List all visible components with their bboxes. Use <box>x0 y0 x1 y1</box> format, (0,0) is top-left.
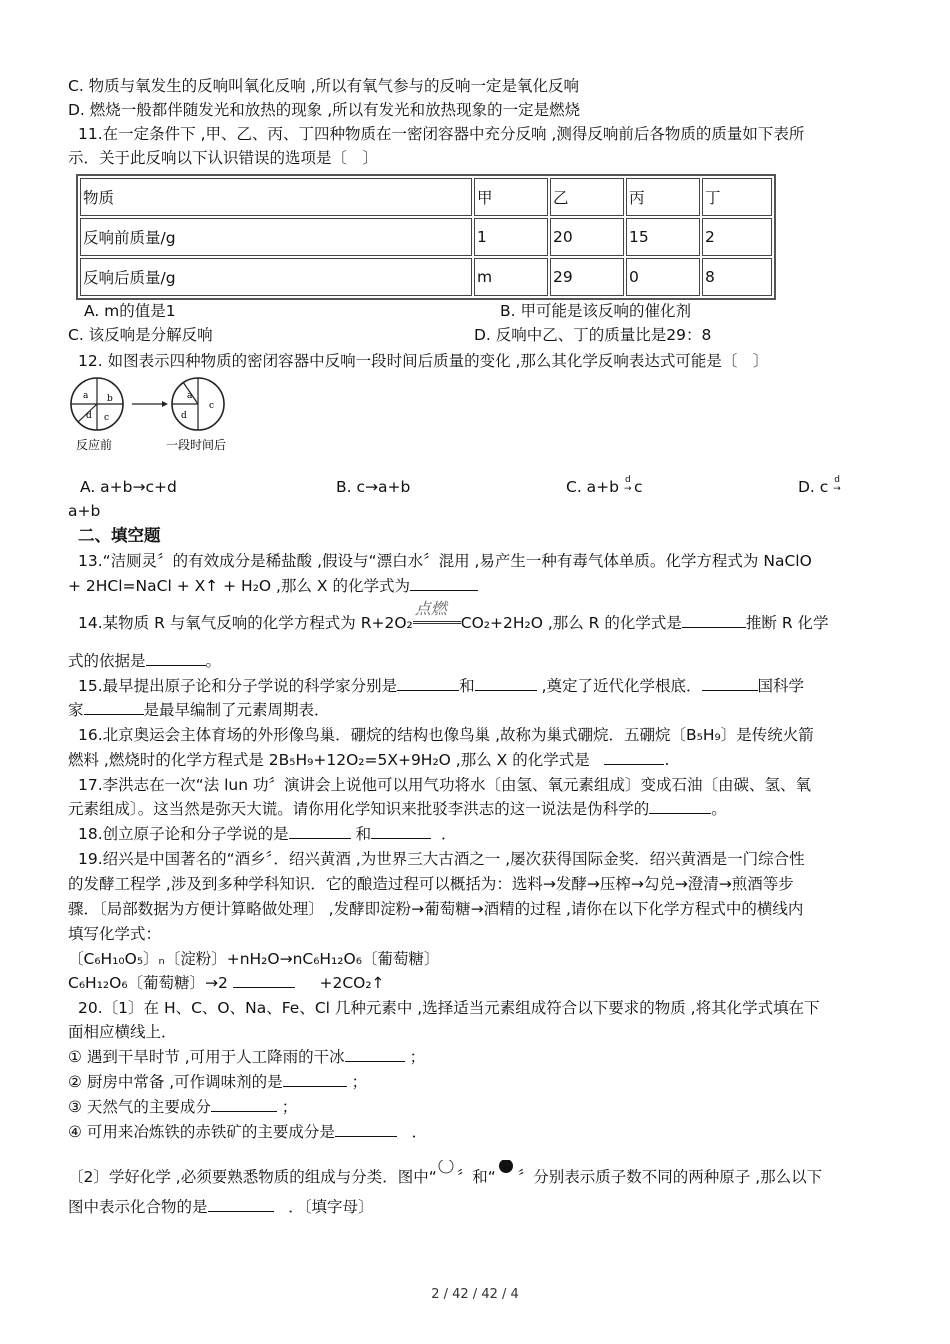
equation-1: 〔C₆H₁₀O₅〕ₙ〔淀粉〕+nH₂O→nC₆H₁₂O₆〔葡萄糖〕 <box>68 950 440 968</box>
table-cell: 甲 <box>474 178 548 216</box>
reaction-pie-diagram <box>66 374 236 454</box>
table-cell: 0 <box>626 258 700 296</box>
table-row <box>80 218 772 256</box>
equation-2: C₆H₁₂O₆〔葡萄糖〕→2 +2CO₂↑ <box>68 974 385 992</box>
question-13-cont: + 2HCl=NaCl + X↑ + H₂O ,那么 X 的化学式为 <box>68 575 478 597</box>
answer-blank[interactable] <box>208 1196 274 1212</box>
pie-after <box>172 378 224 430</box>
answer-blank[interactable] <box>371 823 431 839</box>
answer-blank[interactable] <box>335 1121 397 1137</box>
arrow-head <box>162 401 168 407</box>
answer-blank[interactable] <box>649 798 711 814</box>
pie-label-a: a <box>187 391 193 401</box>
heat-arrow: d → <box>833 475 841 494</box>
question-11-stem: 11.在一定条件下 ,甲、乙、丙、丁四种物质在一密闭容器中充分反响 ,测得反响前后各物质的质量如下表所 <box>78 125 805 143</box>
table-cell: 反响后质量/g <box>80 258 472 296</box>
question-16-cont: 燃料 ,燃烧时的化学方程式是 2B₅H₉+12O₂=5X+9H₂O ,那么 X 的化学式是 . <box>68 751 670 769</box>
q11-option-d: D. 反响中乙、丁的质量比是29：8 <box>474 326 712 344</box>
answer-blank[interactable] <box>233 972 295 988</box>
table-cell: 2 <box>702 218 772 256</box>
table-cell: 丁 <box>702 178 772 216</box>
white-atom-icon <box>437 1160 457 1174</box>
q12-option-d-prefix: D. c <box>798 478 834 496</box>
table-cell: m <box>474 258 548 296</box>
answer-blank[interactable] <box>211 1096 277 1112</box>
answer-blank[interactable] <box>410 575 478 591</box>
question-19-cont: 骤．〔局部数据为方便计算略做处理〕 ,发酵即淀粉→葡萄糖→酒精的过程 ,请你在以下化学方程式中的横线内 <box>68 900 804 918</box>
question-17-cont: 元素组成〕。这当然是弥天大谎。请你用化学知识来批驳李洪志的这一说法是伪科学的 。 <box>68 800 727 818</box>
q11-option-b: B. 甲可能是该反响的催化剂 <box>500 302 691 320</box>
pie-label-c: c <box>209 401 215 411</box>
table-cell: 8 <box>702 258 772 296</box>
question-20: 20.〔1〕在 H、C、O、Na、Fe、Cl 几种元素中 ,选择适当元素组成符合以下要求的物质 ,将其化学式填在下 <box>78 999 820 1017</box>
q12-option-a: A. a+b→c+d <box>80 478 177 496</box>
page-number: 2 / 42 / 42 / 4 <box>431 1287 519 1302</box>
table-cell: 乙 <box>550 178 624 216</box>
q11-option-a: A. m的值是1 <box>84 302 176 320</box>
question-20-item-1: ① 遇到干旱时节 ,可用于人工降雨的干冰 ； <box>68 1048 426 1066</box>
label-after: 一段时间后 <box>166 438 227 452</box>
question-20-item-3: ③ 天然气的主要成分 ； <box>68 1098 298 1116</box>
answer-blank[interactable] <box>682 612 746 628</box>
pie-label-a: a <box>83 391 89 401</box>
question-20-item-4: ④ 可用来冶炼铁的赤铁矿的主要成分是 ． <box>68 1123 428 1141</box>
table-cell: 20 <box>550 218 624 256</box>
question-19: 19.绍兴是中国著名的“酒乡〞．绍兴黄酒 ,为世界三大古酒之一 ,屡次获得国际金奖．绍兴黄酒是一门综合性 <box>78 850 805 868</box>
q12-option-c-prefix: C. a+b <box>566 478 624 496</box>
pie-label-b: b <box>107 394 113 404</box>
q12-option-c-product: c <box>633 478 643 496</box>
label-before: 反应前 <box>76 438 113 452</box>
question-17: 17.李洪志在一次“法 lun 功〞演讲会上说他可以用气功将水〔由氢、氧元素组成〕变成石油〔由碳、氢、氧 <box>78 776 811 794</box>
question-20-item-2: ② 厨房中常备 ,可作调味剂的是 ； <box>68 1073 368 1091</box>
question-16: 16.北京奥运会主体育场的外形像鸟巢．硼烷的结构也像鸟巢 ,故称为巢式硼烷．五硼烷〔B₅H₉〕是传统火箭 <box>78 726 814 744</box>
table-cell: 1 <box>474 218 548 256</box>
heat-arrow: d → <box>623 475 632 494</box>
pie-label-d: d <box>86 411 92 421</box>
table-cell: 物质 <box>80 178 472 216</box>
table-row <box>80 258 772 296</box>
question-15: 15.最早提出原子论和分子学说的科学家分别是 和 ,奠定了近代化学根底． 国科学 <box>78 677 805 695</box>
question-20-cont: 面相应横线上． <box>68 1023 177 1041</box>
question-19-cont: 的发酵工程学 ,涉及到多种学科知识．它的酿造过程可以概括为：选料→发酵→压榨→勾兑→澄清→煎酒等步 <box>68 875 794 893</box>
q12-option-d <box>798 476 843 498</box>
answer-blank[interactable] <box>84 699 144 715</box>
answer-blank[interactable] <box>146 650 206 666</box>
answer-blank[interactable] <box>345 1046 405 1062</box>
answer-blank[interactable] <box>604 749 664 765</box>
table-cell: 15 <box>626 218 700 256</box>
answer-blank[interactable] <box>397 675 459 691</box>
ignite-condition: 点燃 <box>413 612 461 630</box>
section-heading: 二、填空题 <box>78 526 161 545</box>
answer-blank[interactable] <box>289 823 351 839</box>
question-12-stem: 12. 如图表示四种物质的密闭容器中反响一段时间后质量的变化 ,那么其化学反响表达式可能是〔 〕 <box>78 352 769 370</box>
option-d-text: D. 燃烧一般都伴随发光和放热的现象 ,所以有发光和放热现象的一定是燃烧 <box>68 101 581 119</box>
table-cell: 反响前质量/g <box>80 218 472 256</box>
question-18: 18.创立原子论和分子学说的是 和 ． <box>78 825 457 843</box>
pie-label-d: d <box>181 411 187 421</box>
q12-option-b: B. c→a+b <box>336 478 411 496</box>
option-c-text: C. 物质与氧发生的反响叫氧化反响 ,所以有氧气参与的反响一定是氧化反响 <box>68 77 580 95</box>
question-13: 13.“洁厕灵〞的有效成分是稀盐酸 ,假设与“漂白水〞混用 ,易产生一种有毒气体单质。化学方程式为 NaClO <box>78 552 812 570</box>
question-15-cont: 家 是最早编制了元素周期表． <box>68 701 330 719</box>
black-atom-icon <box>496 1160 518 1174</box>
pie-label-c: c <box>104 413 110 423</box>
q12-option-c <box>566 476 642 498</box>
q12-option-d-wrap: a+b <box>68 502 101 520</box>
question-14-cont: 式的依据是 。 <box>68 652 222 670</box>
answer-blank[interactable] <box>475 675 537 691</box>
table-cell: 丙 <box>626 178 700 216</box>
answer-blank[interactable] <box>702 675 758 691</box>
question-20-part-2-cont: 图中表示化合物的是 ．〔填字母〕 <box>68 1198 374 1216</box>
table-cell: 29 <box>550 258 624 296</box>
mass-table <box>76 174 776 300</box>
question-20-part-2: 〔2〕学好化学 ,必须要熟悉物质的组成与分类．图中“ 〞和“ 〞分别表示质子数不同的两种原子 ,那么以下 <box>68 1160 822 1188</box>
q11-option-c: C. 该反响是分解反响 <box>68 326 213 344</box>
question-14: 14.某物质 R 与氧气反响的化学方程式为 R+2O₂ 点燃 CO₂+2H₂O ,那么 R 的化学式是 推断 R 化学 <box>78 599 829 632</box>
pie-before <box>71 378 123 430</box>
table-row <box>80 178 772 216</box>
answer-blank[interactable] <box>283 1071 347 1087</box>
question-19-cont: 填写化学式： <box>68 925 162 943</box>
question-11-stem-cont: 示．关于此反响以下认识错误的选项是〔 〕 <box>68 149 379 167</box>
